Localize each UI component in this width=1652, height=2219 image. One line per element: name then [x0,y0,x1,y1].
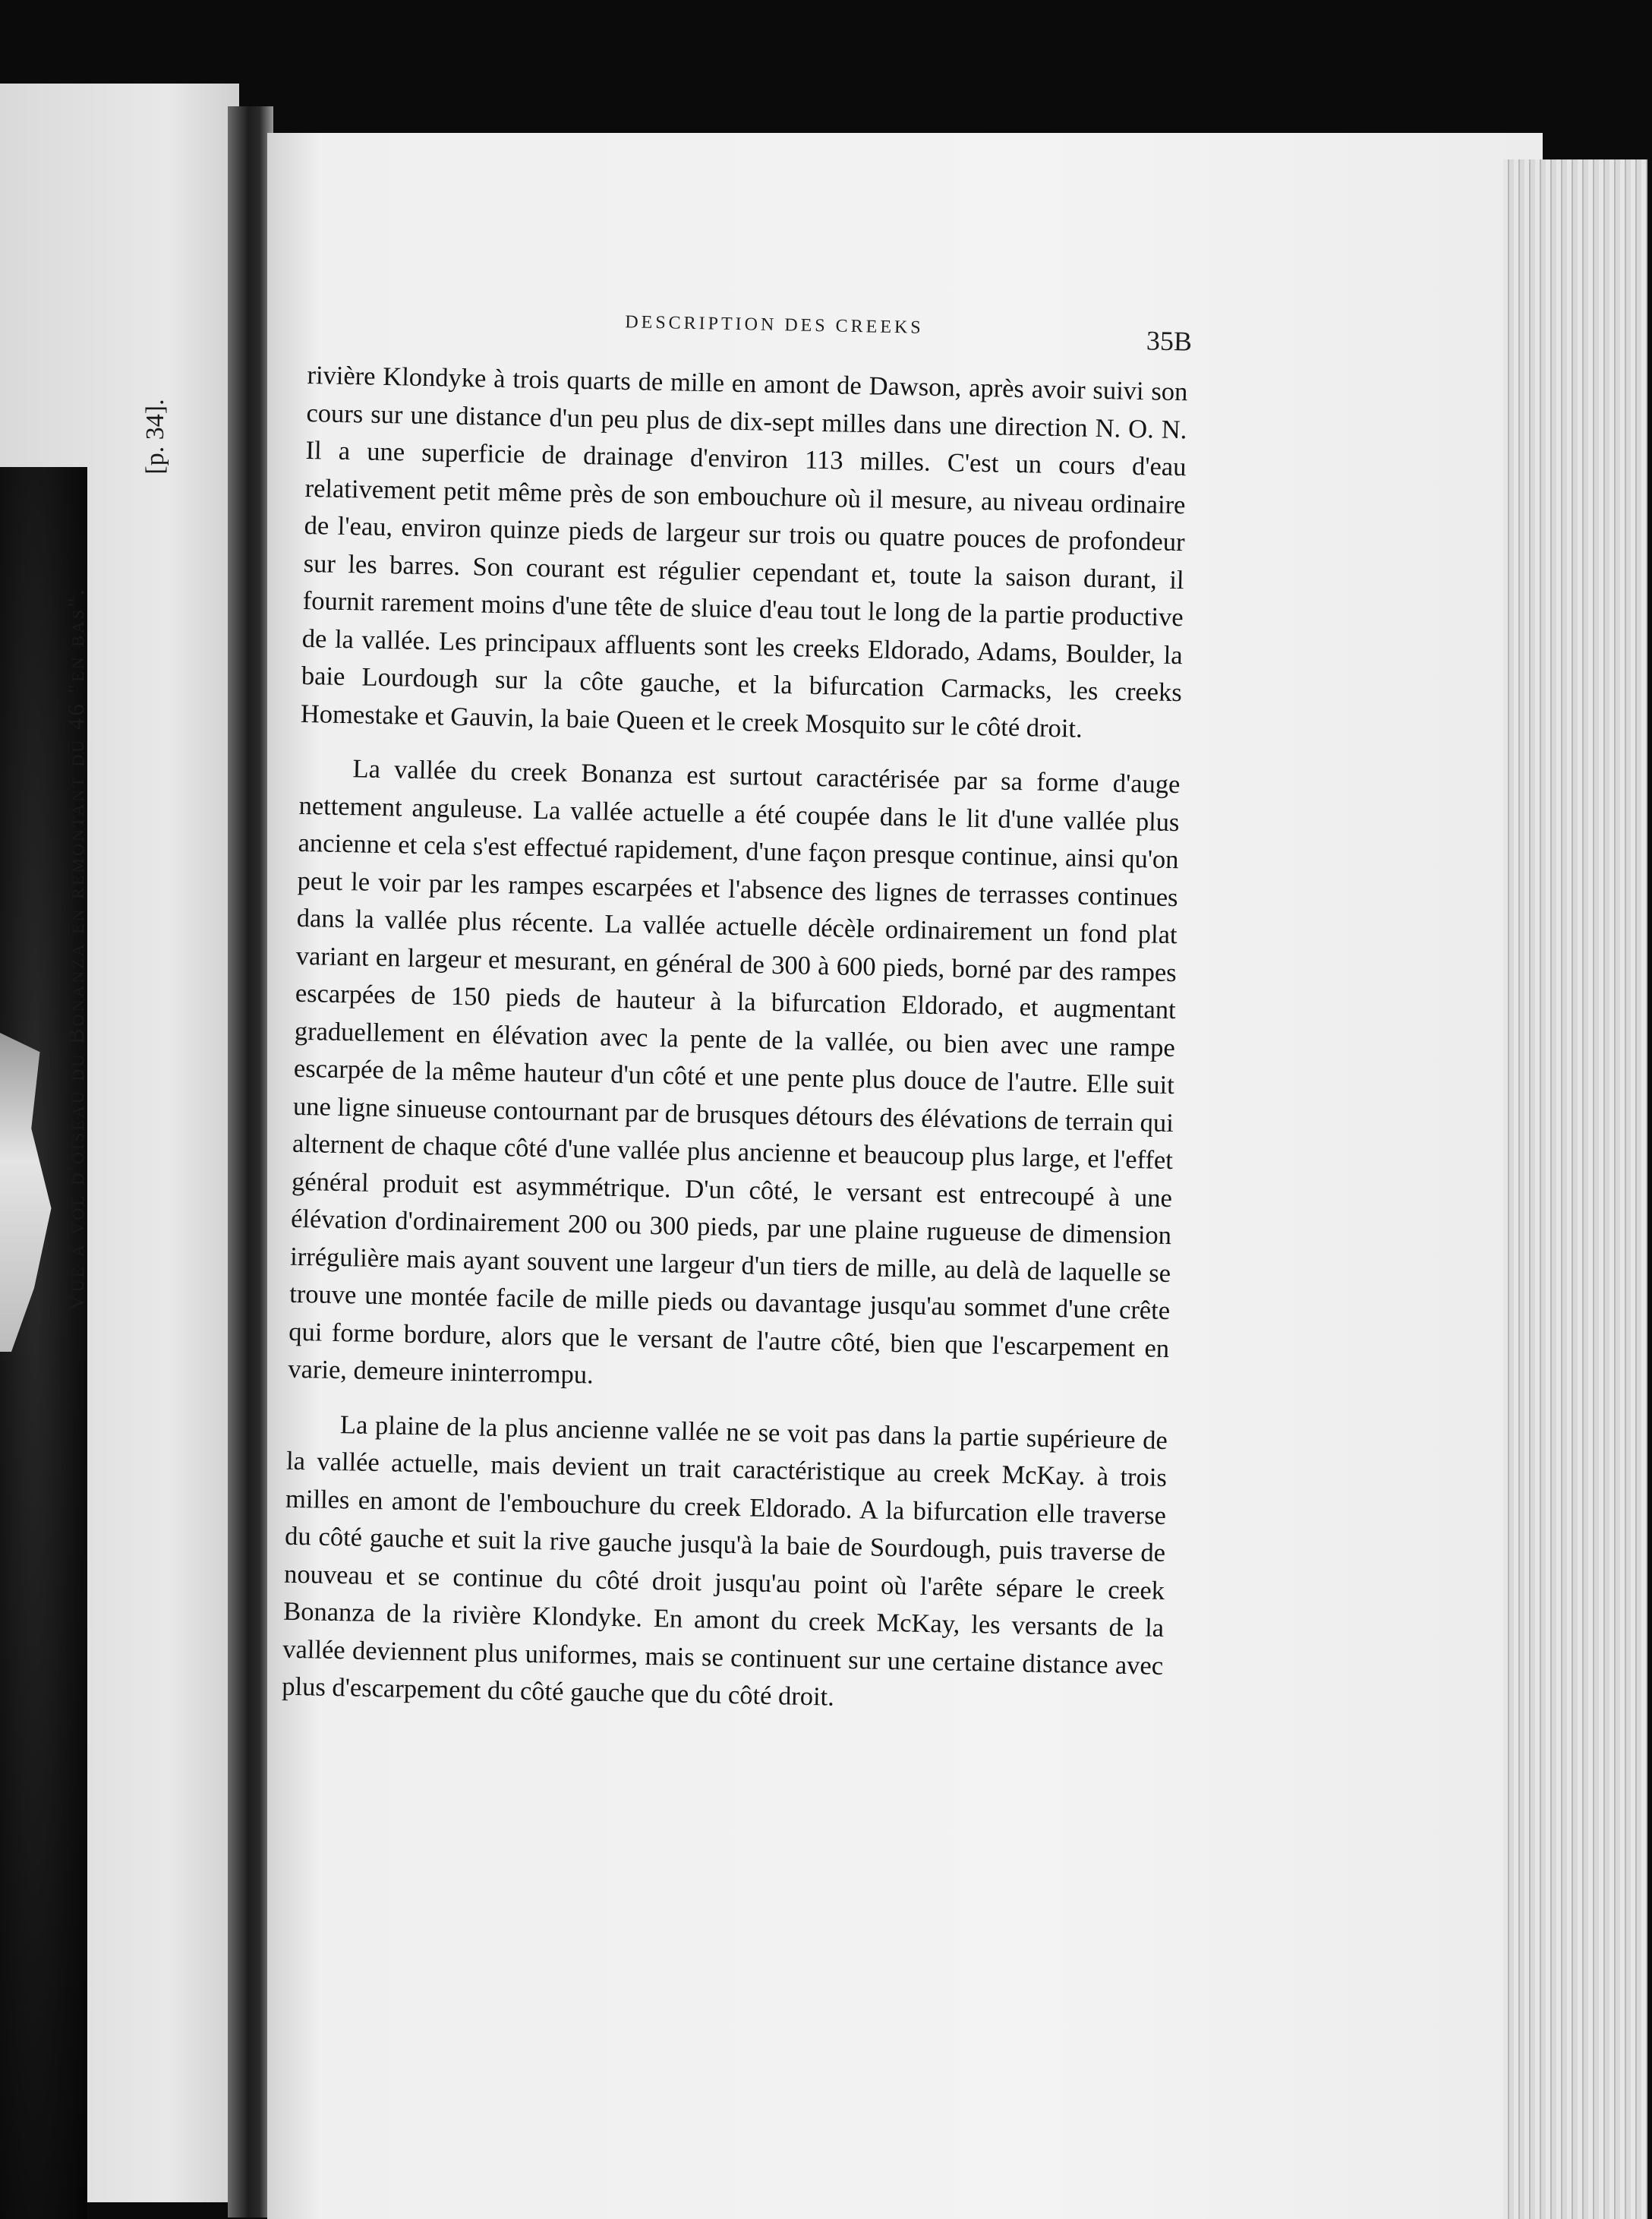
body-text [282,357,1188,1722]
page-edges [1503,159,1647,2219]
paragraph: La vallée du creek Bonanza est surtout caractérisée par sa forme d'auge nettement anguleuse. La vallée actuelle a été coupée dans le lit d'une vallée plus ancienne et cela s'est effectué rapidement, d'une façon presque continue, ainsi qu'on peut le voir par les rampes escarpées et l'absence des lignes de terrasses continues dans la vallée plus récente. La vallée actuelle décèle ordinairement un fond plat variant en largeur et mesurant, en général de 300 à 600 pieds, borné par des rampes escarpées de 150 pieds de hauteur à la bifurcation Eldorado, et augmentant graduellement en élévation avec la pente de la vallée, ou bien avec une rampe escarpée de la même hauteur d'un côté et une pente plus douce de l'autre. Elle suit une ligne sinueuse contournant par de brusques détours des élévations de terrain qui alternent de chaque côté d'une vallée plus ancienne et beaucoup plus large, et l'effet général produit est asymmétrique. D'un côté, le versant est entrecoupé à une élévation d'ordinairement 200 ou 300 pieds, par une plaine rugueuse de dimension irrégulière mais ayant souvent une largeur d'un tiers de mille, au delà de laquelle se trouve une montée facile de mille pieds ou davantage jusqu'au sommet d'une crête qui forme bordure, alors que le versant de l'autre côté, bien que l'escarpement en varie, demeure ininterrompu. [288,754,1181,1390]
running-head: DESCRIPTION DES CREEKS [625,312,924,338]
book-gutter [228,106,273,2217]
plate-page-reference: [p. 34]. [141,399,169,475]
paragraph: rivière Klondyke à trois quarts de mille en amont de Dawson, après avoir suivi son cours sur une distance d'un peu plus de dix-sept milles dans une direction N. O. N. Il a une superficie de drainage d'environ 113 milles. C'est un cours d'eau relativement petit même près de son embouchure où il mesure, au niveau ordinaire de l'eau, environ quinze pieds de largeur sur trois ou quatre pouces de profondeur sur les barres. Son courant est régulier cependant et, toute la saison durant, il fournit rarement moins d'une tête de sluice d'eau tout le long de la partie productive de la vallée. Les principaux affluents sont les creeks Eldorado, Adams, Boulder, la baie Lourdough sur la côte gauche, et la bifurcation Carmacks, les creeks Homestake et Gauvin, la baie Queen et le creek Mosquito sur le côté droit. [300,360,1188,743]
plate-caption: Vue à vol d'oiseau du Bonanza en remontant du 46 "en bas". [62,587,89,1312]
page-number: 35B [1146,325,1193,357]
paragraph: La plaine de la plus ancienne vallée ne se voit pas dans la partie supérieure de la vallée actuelle, mais devient un trait caractéristique au creek McKay. à trois milles en amont de l'embouchure du creek Eldorado. A la bifurcation elle traverse du côté gauche et suit la rive gauche jusqu'à la baie de Sourdough, puis traverse de nouveau et se continue du côté droit jusqu'au point où l'arête sépare le creek Bonanza de la rivière Klondyke. En amont du creek McKay, les versants de la vallée deviennent plus uniformes, mais se continuent sur une certaine distance avec plus d'escarpement du côté gauche que du côté droit. [282,1409,1168,1712]
left-page [0,84,239,2202]
